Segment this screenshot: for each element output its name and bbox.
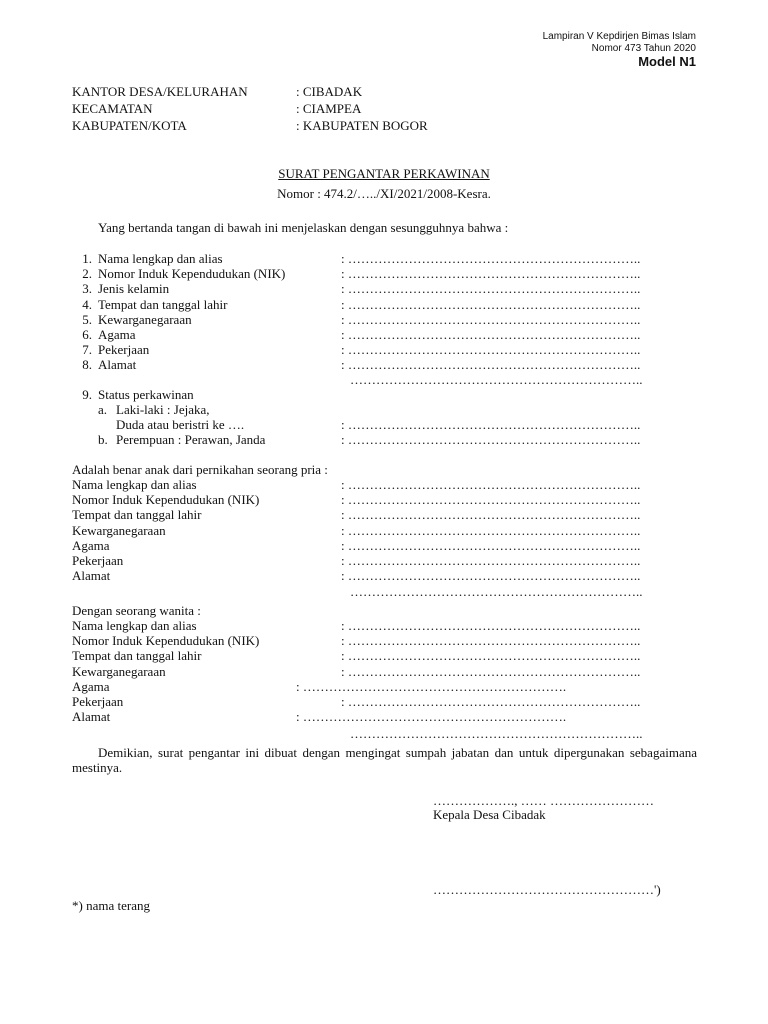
field-number: 7. <box>82 342 92 358</box>
status-b-line: Perempuan : Perawan, Janda <box>116 432 266 447</box>
decree-number: Nomor 473 Tahun 2020 <box>591 43 696 54</box>
field-label: Alamat <box>98 357 137 373</box>
mother-field-dots: : ………………………………………………………….. <box>341 618 641 633</box>
document-title: SURAT PENGANTAR PERKAWINAN <box>278 166 490 181</box>
address-continuation-dots: ………………………………………………………….. <box>350 372 643 387</box>
field-dots: : ………………………………………………………….. <box>341 296 641 312</box>
field-label: Tempat dan tanggal lahir <box>98 296 228 312</box>
father-field-label: Tempat dan tanggal lahir <box>72 507 202 523</box>
field-label: Agama <box>98 327 136 342</box>
father-field-dots: : ………………………………………………………….. <box>341 507 641 523</box>
attachment-reference: Lampiran V Kepdirjen Bimas Islam <box>542 31 696 42</box>
footnote: *) nama terang <box>72 898 150 913</box>
office-value: : CIAMPEA <box>296 101 362 116</box>
father-intro: Adalah benar anak dari pernikahan seorang pria : <box>72 462 328 477</box>
mother-field-label: Kewarganegaraan <box>72 663 166 679</box>
field-dots: : ………………………………………………………….. <box>341 327 641 342</box>
intro-text: Yang bertanda tangan di bawah ini menjelaskan dengan sesungguhnya bahwa : <box>98 220 509 235</box>
field-number: 4. <box>82 296 92 312</box>
status-a-line1: Laki-laki : Jejaka, <box>116 402 210 417</box>
mother-field-label: Pekerjaan <box>72 694 124 709</box>
status-a-dots: : ………………………………………………………….. <box>341 417 641 432</box>
father-field-label: Kewarganegaraan <box>72 522 166 538</box>
mother-field-label: Alamat <box>72 709 111 725</box>
mother-field-dots: : ………………………………………………………….. <box>341 694 641 709</box>
status-a-line2: Duda atau beristri ke …. <box>116 417 245 432</box>
field-label: Nomor Induk Kependudukan (NIK) <box>98 266 286 282</box>
father-field-dots: : ………………………………………………………….. <box>341 537 641 553</box>
document-number: Nomor : 474.2/…../XI/2021/2008-Kesra. <box>277 186 491 201</box>
father-field-dots: : ………………………………………………………….. <box>341 522 641 538</box>
mother-field-label: Nomor Induk Kependudukan (NIK) <box>72 633 260 649</box>
field-dots: : ………………………………………………………….. <box>341 311 641 327</box>
field-label: Kewarganegaraan <box>98 311 192 327</box>
father-field-label: Pekerjaan <box>72 553 124 568</box>
status-label: Status perkawinan <box>98 387 194 402</box>
mother-field-dots: : ………………………………………………………….. <box>341 633 641 649</box>
field-number: 6. <box>82 327 92 342</box>
field-label: Pekerjaan <box>98 342 150 358</box>
mother-field-label: Tempat dan tanggal lahir <box>72 648 202 664</box>
status-b-letter: b. <box>98 432 108 447</box>
model-label: Model N1 <box>638 54 696 69</box>
father-address-continuation: ………………………………………………………….. <box>350 584 643 599</box>
father-field-dots: : ………………………………………………………….. <box>341 477 641 492</box>
status-b-dots: : ………………………………………………………….. <box>341 432 641 447</box>
office-label: KABUPATEN/KOTA <box>72 118 187 133</box>
office-value: : CIBADAK <box>296 84 363 99</box>
status-a-letter: a. <box>98 402 108 417</box>
place-date-line: ………………., …… …………………… <box>433 793 654 808</box>
father-field-label: Alamat <box>72 568 111 584</box>
field-dots: : ………………………………………………………….. <box>341 281 641 297</box>
mother-field-dots: : ……………………………………………………. <box>296 678 567 694</box>
mother-field-label: Agama <box>72 678 110 694</box>
field-number: 5. <box>82 311 92 327</box>
mother-field-label: Nama lengkap dan alias <box>72 618 197 633</box>
father-field-dots: : ………………………………………………………….. <box>341 492 641 508</box>
father-field-dots: : ………………………………………………………….. <box>341 568 641 584</box>
mother-field-dots: : ……………………………………………………. <box>296 709 567 725</box>
signatory-title: Kepala Desa Cibadak <box>433 807 546 822</box>
closing-paragraph: Demikian, surat pengantar ini dibuat dengan mengingat sumpah jabatan dan untuk dipergunakan sebagaimana mestinya. <box>72 745 697 775</box>
father-field-label: Agama <box>72 537 110 553</box>
mother-address-continuation: ………………………………………………………….. <box>350 726 643 741</box>
signatory-name-line: ……………………………………………') <box>433 882 661 897</box>
father-field-label: Nama lengkap dan alias <box>72 477 197 492</box>
field-dots: : ………………………………………………………….. <box>341 342 641 358</box>
field-dots: : ………………………………………………………….. <box>341 251 641 266</box>
father-field-label: Nomor Induk Kependudukan (NIK) <box>72 492 260 508</box>
mother-field-dots: : ………………………………………………………….. <box>341 663 641 679</box>
status-number: 9. <box>82 387 92 402</box>
office-label: KANTOR DESA/KELURAHAN <box>72 84 248 99</box>
mother-intro: Dengan seorang wanita : <box>72 603 201 618</box>
mother-field-dots: : ………………………………………………………….. <box>341 648 641 664</box>
office-value: : KABUPATEN BOGOR <box>296 118 428 133</box>
father-field-dots: : ………………………………………………………….. <box>341 553 641 568</box>
field-number: 8. <box>82 357 92 373</box>
field-number: 2. <box>82 266 92 282</box>
field-number: 3. <box>82 281 92 297</box>
field-dots: : ………………………………………………………….. <box>341 266 641 282</box>
office-label: KECAMATAN <box>72 101 153 116</box>
field-label: Nama lengkap dan alias <box>98 251 223 266</box>
field-dots: : ………………………………………………………….. <box>341 357 641 373</box>
field-label: Jenis kelamin <box>98 281 170 297</box>
field-number: 1. <box>82 251 92 266</box>
